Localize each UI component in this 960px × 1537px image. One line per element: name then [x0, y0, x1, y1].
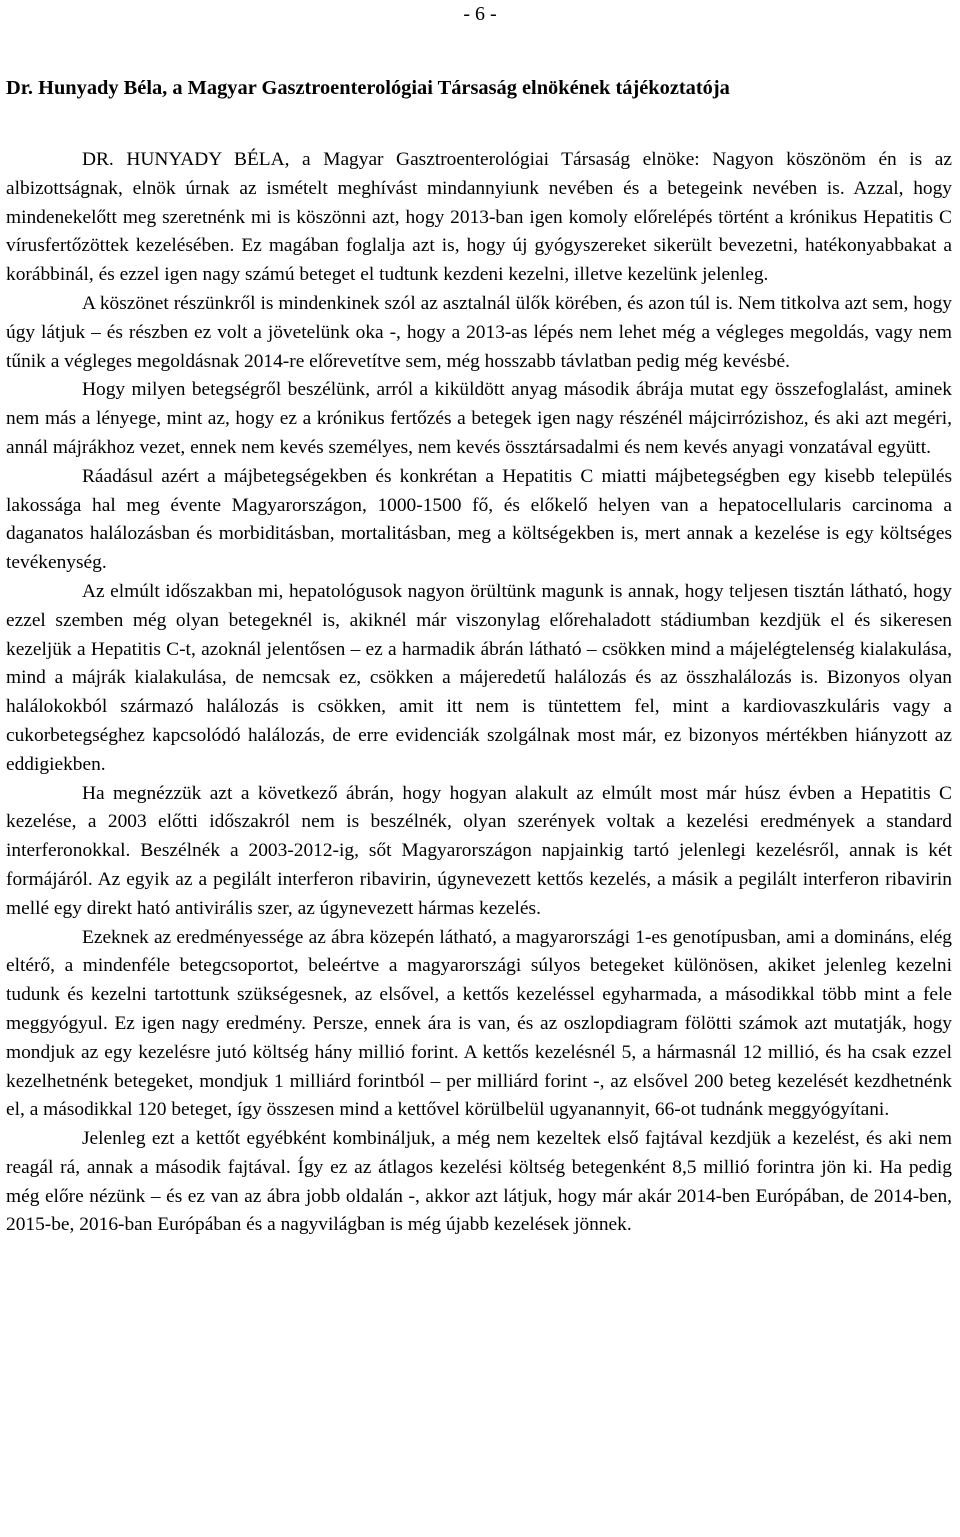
paragraph: DR. HUNYADY BÉLA, a Magyar Gasztroenterológiai Társaság elnöke: Nagyon köszönöm én is az albizottságnak, elnök úrnak az ismételt meghívást mindannyiunk nevében és a betegeink nevében is. Azzal, hogy mindenekelőtt meg szeretnénk mi is köszönni azt, hogy 2013-ban igen komoly előrelépés történt a krónikus Hepatitis C vírusfertőzöttek kezelésében. Ez magában foglalja azt is, hogy új gyógyszereket sikerült bevezetni, hatékonyabbakat a korábbinál, és ezzel igen nagy számú beteget el tudtunk kezdeni kezelni, illetve kezelünk jelenleg. — [6, 149, 952, 286]
paragraph: Az elmúlt időszakban mi, hepatológusok nagyon örültünk magunk is annak, hogy teljesen tisztán látható, hogy ezzel szemben még olyan betegeknél is, akiknél már viszonylag előrehaladott stádiumban kezdjük el és sikeresen kezeljük a Hepatitis C-t, azoknál jelentősen – ez a harmadik ábrán látható – csökken mind a májelégtelenség kialakulása, mind a májrák kialakulása, de nemcsak ez, csökken a májeredetű halálozás és az összhalálozás is. Bizonyos olyan halálokokból származó halálozás is csökken, amit itt nem is tüntettem fel, mint a kardiovaszkuláris vagy a cukorbetegséghez kapcsolódó halálozás, de erre evidenciák szolgálnak most már, ez bizonyos mértékben hiányzott az eddigiekben. — [6, 580, 952, 775]
paragraph: Jelenleg ezt a kettőt egyébként kombináljuk, a még nem kezeltek első fajtával kezdjük a kezelést, és aki nem reagál rá, annak a második fajtával. Így ez az átlagos kezelési költség betegenként 8,5 millió forintra jön ki. Ha pedig még előre nézünk – és ez van az ábra jobb oldalán -, akkor azt látjuk, hogy már akár 2014-ben Európában, de 2014-ben, 2015-be, 2016-ban Európában és a nagyvilágban is még újabb kezelések jönnek. — [6, 1128, 952, 1236]
page-number: - 6 - — [463, 3, 497, 25]
section-heading: Dr. Hunyady Béla, a Magyar Gasztroenterológiai Társaság elnökének tájékoztatója — [6, 77, 730, 99]
paragraph: Ha megnézzük azt a következő ábrán, hogy hogyan alakult az elmúlt most már húsz évben a Hepatitis C kezelése, a 2003 előtti időszakról nem is beszélnék, olyan szerények voltak a kezelési eredmények a standard interferonokkal. Beszélnék a 2003-2012-ig, sőt Magyarországon napjainkig tartó jelenlegi kezelésről, annak is két formájáról. Az egyik az a pegilált interferon ribavirin, úgynevezett kettős kezelés, a másik a pegilált interferon ribavirin mellé egy direkt ható antivirális szer, az úgynevezett hármas kezelés. — [6, 782, 952, 919]
paragraph: Hogy milyen betegségről beszélünk, arról a kiküldött anyag második ábrája mutat egy összefoglalást, aminek nem más a lényege, mint az, hogy ez a krónikus fertőzés a betegek igen nagy részénél májcirrózishoz, és aki azt megéri, annál májrákhoz vezet, ennek nem kevés személyes, nem kevés össztársadalmi és nem kevés anyagi vonzatával együtt. — [6, 379, 952, 458]
paragraph: Ezeknek az eredményessége az ábra közepén látható, a magyarországi 1-es genotípusban, ami a domináns, elég eltérő, a mindenféle betegcsoportot, beleértve a magyarországi súlyos betegeket különösen, akiket jelenleg kezelni tudunk és kezelni tartottunk szükségesnek, az elsővel, a kettős kezeléssel egyharmada, a másodikkal több mint a fele meggyógyul. Ez igen nagy eredmény. Persze, ennek ára is van, és az oszlopdiagram fölötti számok azt mutatják, hogy mondjuk az egy kezelésre jutó költség hány millió forint. A kettős kezelésnél 5, a hármasnál 12 millió, és ha csak ezzel kezelhetnénk betegeket, mondjuk 1 milliárd forintból – per milliárd forint -, az elsővel 200 beteg kezelését kezdhetnénk el, a másodikkal 120 beteget, így összesen mind a kettővel körülbelül ugyanannyit, 66-ot tudnánk meggyógyítani. — [6, 926, 952, 1121]
body-text — [6, 146, 952, 1240]
paragraph: Ráadásul azért a májbetegségekben és konkrétan a Hepatitis C miatti májbetegségben egy kisebb település lakossága hal meg évente Magyarországon, 1000-1500 fő, és előkelő helyen van a hepatocellularis carcinoma a daganatos halálozásban és morbiditásban, mortalitásban, meg a költségekben is, mert annak a kezelése is egy költséges tevékenység. — [6, 465, 952, 574]
paragraph: A köszönet részünkről is mindenkinek szól az asztalnál ülők körében, és azon túl is. Nem titkolva azt sem, hogy úgy látjuk – és részben ez volt a jövetelünk oka -, hogy a 2013-as lépés nem lehet még a végleges megoldás, vagy nem tűnik a végleges megoldásnak 2014-re előrevetítve sem, még hosszabb távlatban pedig még kevésbé. — [6, 292, 952, 372]
